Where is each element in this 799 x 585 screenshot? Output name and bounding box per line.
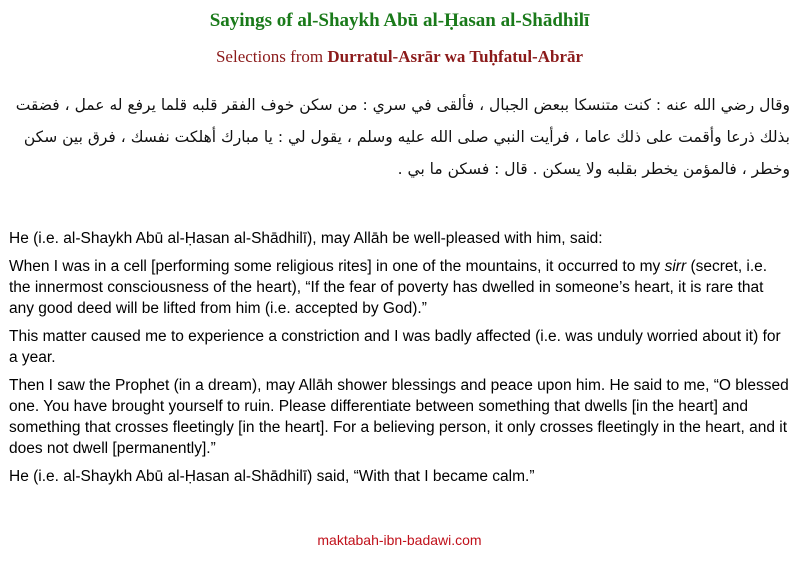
book-title: Durratul-Asrār wa Tuḥfatul-Abrār	[327, 47, 584, 66]
paragraph-2-end: (secret, i.e. the innermost consciousness of the heart), “If the fear of poverty has dwelled in someone’s heart, it is rare that any good deed will be lifted from him (i.e. accepted by God).”	[9, 258, 768, 317]
paragraph-5: He (i.e. al-Shaykh Abū al-Ḥasan al-Shādhilī) said, “With that I became calm.”	[9, 468, 535, 485]
sirr-term: sirr	[664, 258, 687, 275]
arabic-text: وقال رضي الله عنه : كنت متنسكا ببعض الجبال ، فألقى في سري : من سكن خوف الفقر قلبه قلما يرفع له عمل ، فضقت بذلك ذرعا وأقمت على ذلك عاما ، فرأيت النبي صلى الله عليه وسلم ، يقول لي : يا مبارك أهلكت نفسك ، فرق بين سكن وخطر ، فالمؤمن يخطر بقلبه ولا يسكن . قال : فسكن ما بي .	[15, 96, 790, 178]
paragraph-3: This matter caused me to experience a constriction and I was badly affected (i.e. was unduly worried about it) for a year.	[9, 328, 781, 366]
page-title: Sayings of al-Shaykh Abū al-Ḥasan al-Shādhilī	[209, 10, 590, 31]
paragraph-2-start: When I was in a cell [performing some religious rites] in one of the mountains, it occurred to my	[9, 258, 665, 275]
paragraph-1: He (i.e. al-Shaykh Abū al-Ḥasan al-Shādhilī), may Allāh be well-pleased with him, said:	[9, 230, 603, 247]
website-footer: maktabah-ibn-badawi.com	[317, 532, 482, 548]
subtitle-prefix: Selections from	[215, 47, 328, 66]
paragraph-2	[9, 256, 791, 319]
paragraph-4: Then I saw the Prophet (in a dream), may Allāh shower blessings and peace upon him. He said to me, “O blessed one. You have brought yourself to ruin. Please differentiate between something that dwells [in the heart] and something that crosses fleetingly [in the heart]. For a believing person, it only crosses fleetingly in the heart, and it does not dwell [permanently].”	[9, 377, 789, 457]
page-subtitle	[0, 47, 799, 67]
english-translation	[9, 228, 791, 494]
